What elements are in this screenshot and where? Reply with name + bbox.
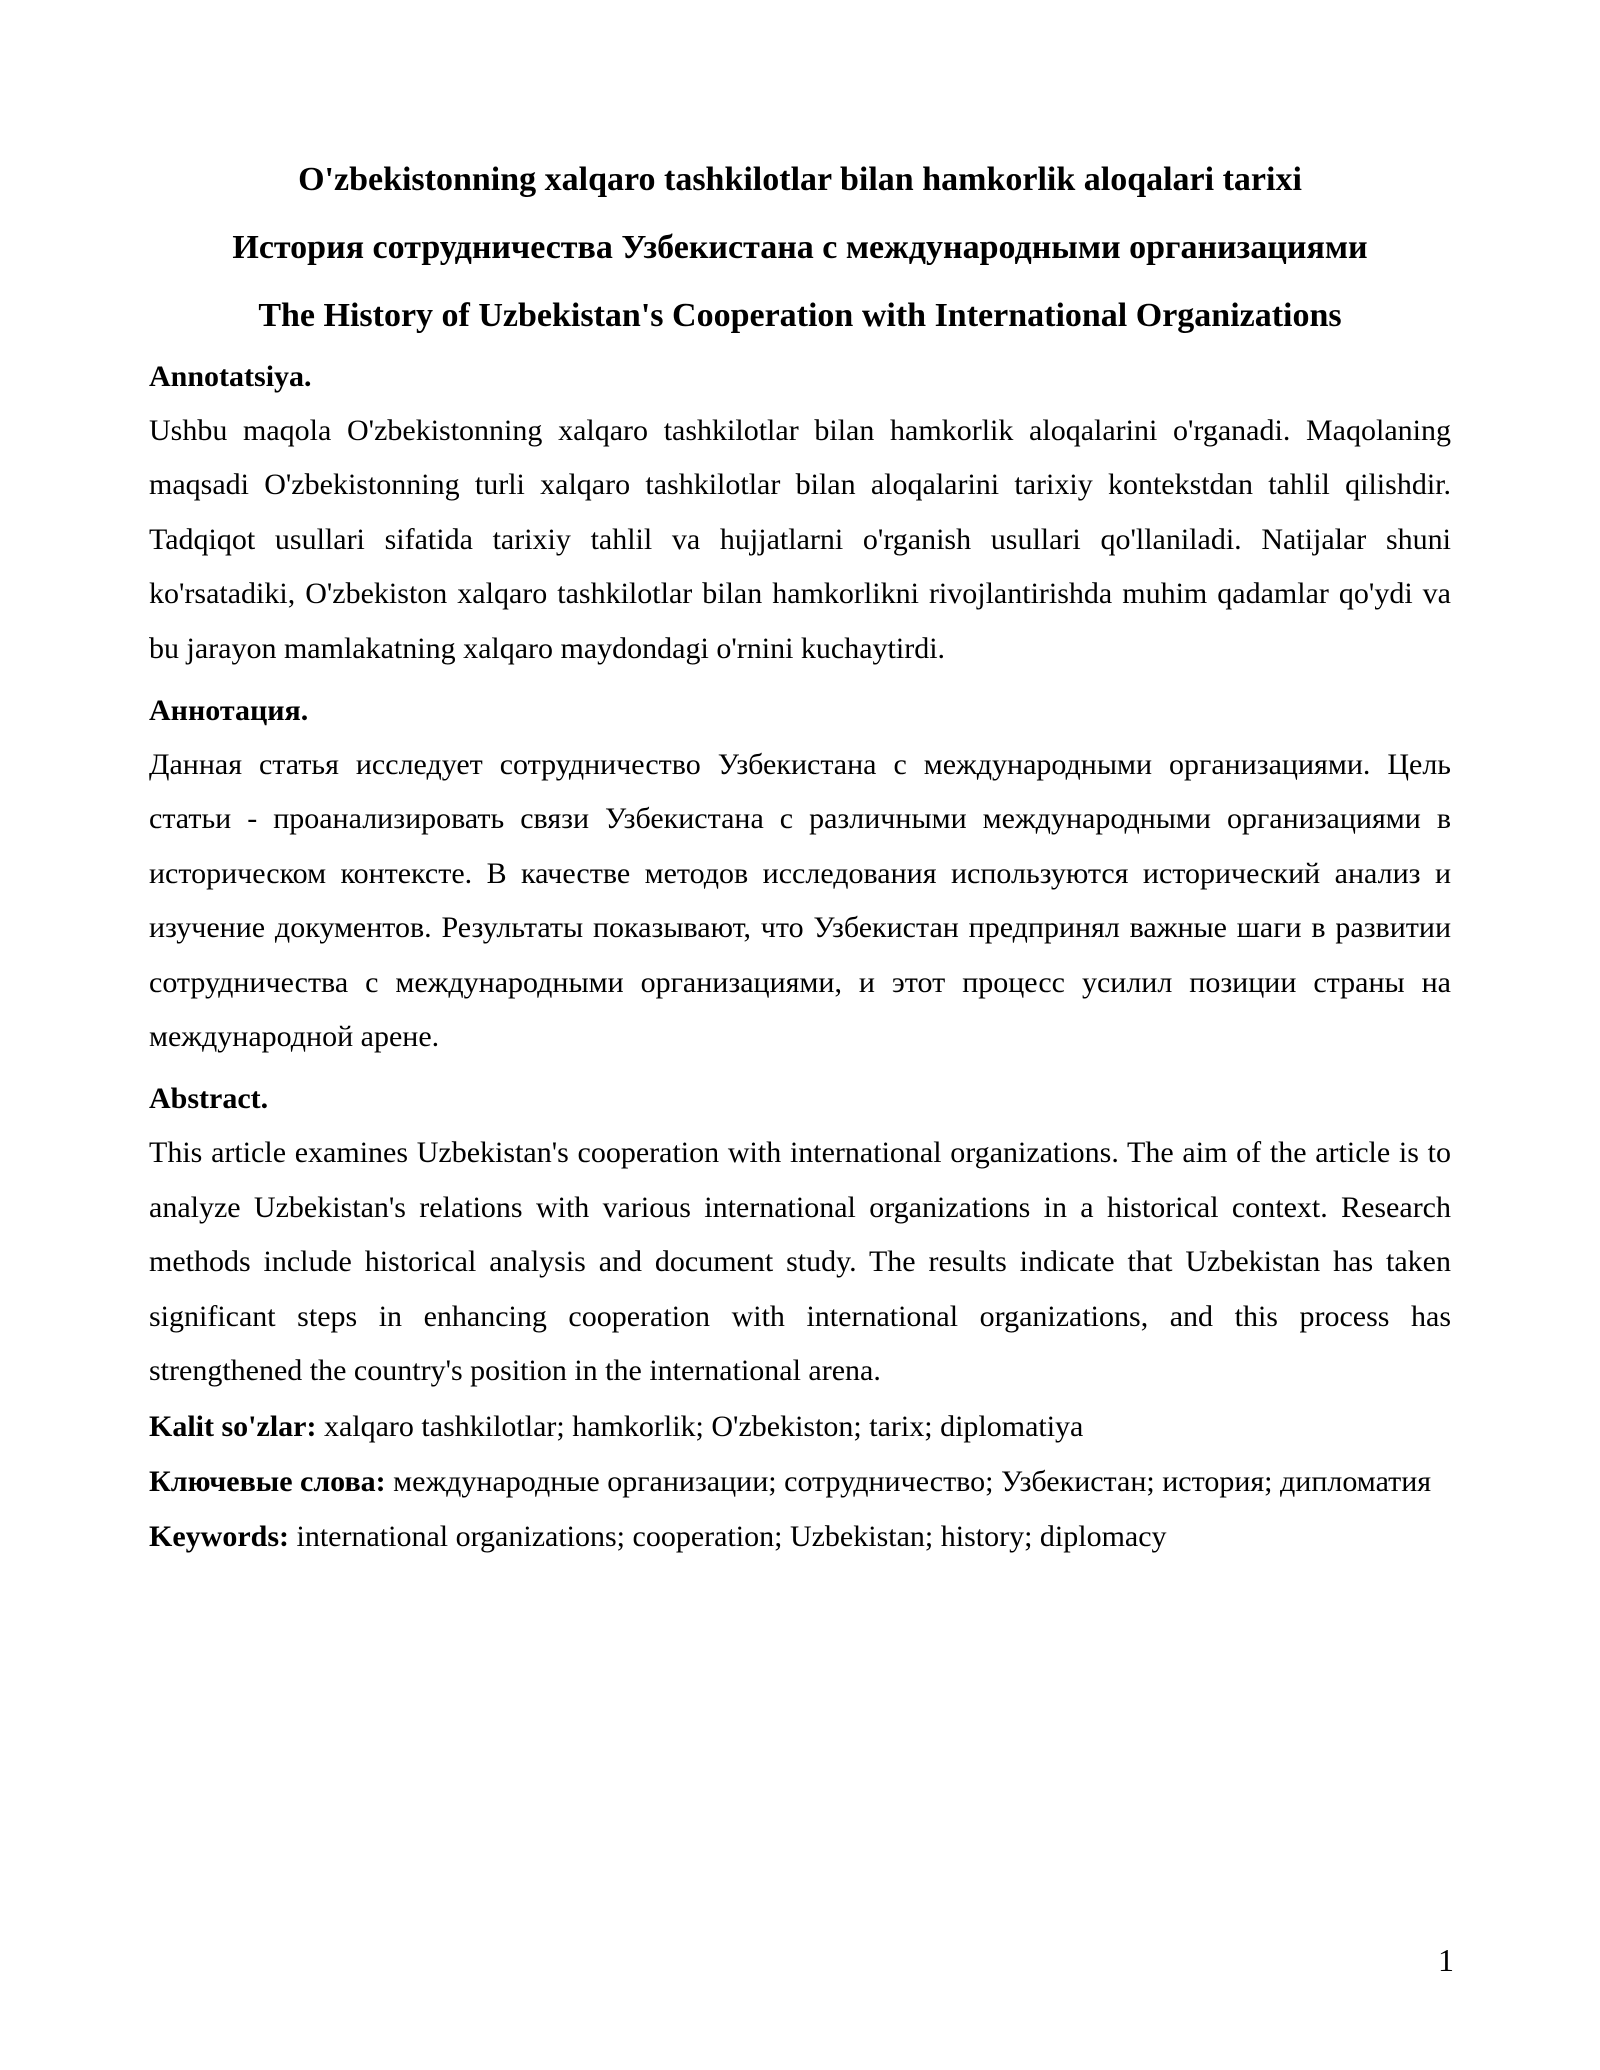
page-number: 1: [1438, 1942, 1454, 1978]
keywords-uzbek-label: Kalit so'zlar:: [149, 1409, 317, 1443]
keywords-english-value: international organizations; cooperation; Uzbekistan; history; diplomacy: [288, 1519, 1167, 1553]
keywords-english: [149, 1509, 1451, 1564]
keywords-russian: [149, 1454, 1451, 1509]
keywords-english-label: Keywords:: [149, 1519, 289, 1553]
title-russian: История сотрудничества Узбекистана с международными организациями: [232, 229, 1368, 266]
abstract-english-heading: Abstract.: [149, 1082, 269, 1116]
keywords-uzbek: [149, 1399, 1451, 1454]
keywords-russian-label: Ключевые слова:: [149, 1464, 386, 1498]
abstract-russian-text: Данная статья исследует сотрудничество Узбекистана с международными организациями. Цель статьи - проанализировать связи Узбекистана с различными международными организациями в историческом контексте. В качестве методов исследования используются исторический анализ и изучение документов. Результаты показывают, что Узбекистан предпринял важные шаги в развитии сотрудничества с международными организациями, и этот процесс усилил позиции страны на международной арене.: [149, 748, 1451, 1054]
abstract-uzbek-heading: Annotatsiya.: [149, 360, 312, 393]
abstract-russian-heading: Аннотация.: [149, 694, 309, 728]
abstract-uzbek-section: [149, 350, 1451, 676]
keywords-russian-value: международные организации; сотрудничество; Узбекистан; история; дипломатия: [385, 1464, 1432, 1498]
title-uzbek: O'zbekistonning xalqaro tashkilotlar bilan hamkorlik aloqalari tarixi: [298, 161, 1302, 198]
title-english: The History of Uzbekistan's Cooperation with International Organizations: [258, 297, 1342, 334]
keywords-uzbek-value: xalqaro tashkilotlar; hamkorlik; O'zbekiston; tarix; diplomatiya: [316, 1409, 1084, 1443]
keywords-section: [149, 1399, 1451, 1564]
abstract-english-text: This article examines Uzbekistan's cooperation with international organizations. The aim of the article is to analyze Uzbekistan's relations with various international organizations in a historical context. Research methods include historical analysis and document study. The results indicate that Uzbekistan has taken significant steps in enhancing cooperation with international organizations, and this process has strengthened the country's position in the international arena.: [149, 1136, 1451, 1388]
abstract-english-section: [149, 1072, 1451, 1398]
document-page: [149, 146, 1451, 1564]
abstract-russian-section: [149, 684, 1451, 1064]
abstract-uzbek-text: Ushbu maqola O'zbekistonning xalqaro tashkilotlar bilan hamkorlik aloqalarini o'rganadi. Maqolaning maqsadi O'zbekistonning turli xalqaro tashkilotlar bilan aloqalarini tarixiy kontekstdan tahlil qilishdir. Tadqiqot usullari sifatida tarixiy tahlil va hujjatlarni o'rganish usullari qo'llaniladi. Natijalar shuni ko'rsatadiki, O'zbekiston xalqaro tashkilotlar bilan hamkorlikni rivojlantirishda muhim qadamlar qo'ydi va bu jarayon mamlakatning xalqaro maydondagi o'rnini kuchaytirdi.: [149, 414, 1451, 665]
